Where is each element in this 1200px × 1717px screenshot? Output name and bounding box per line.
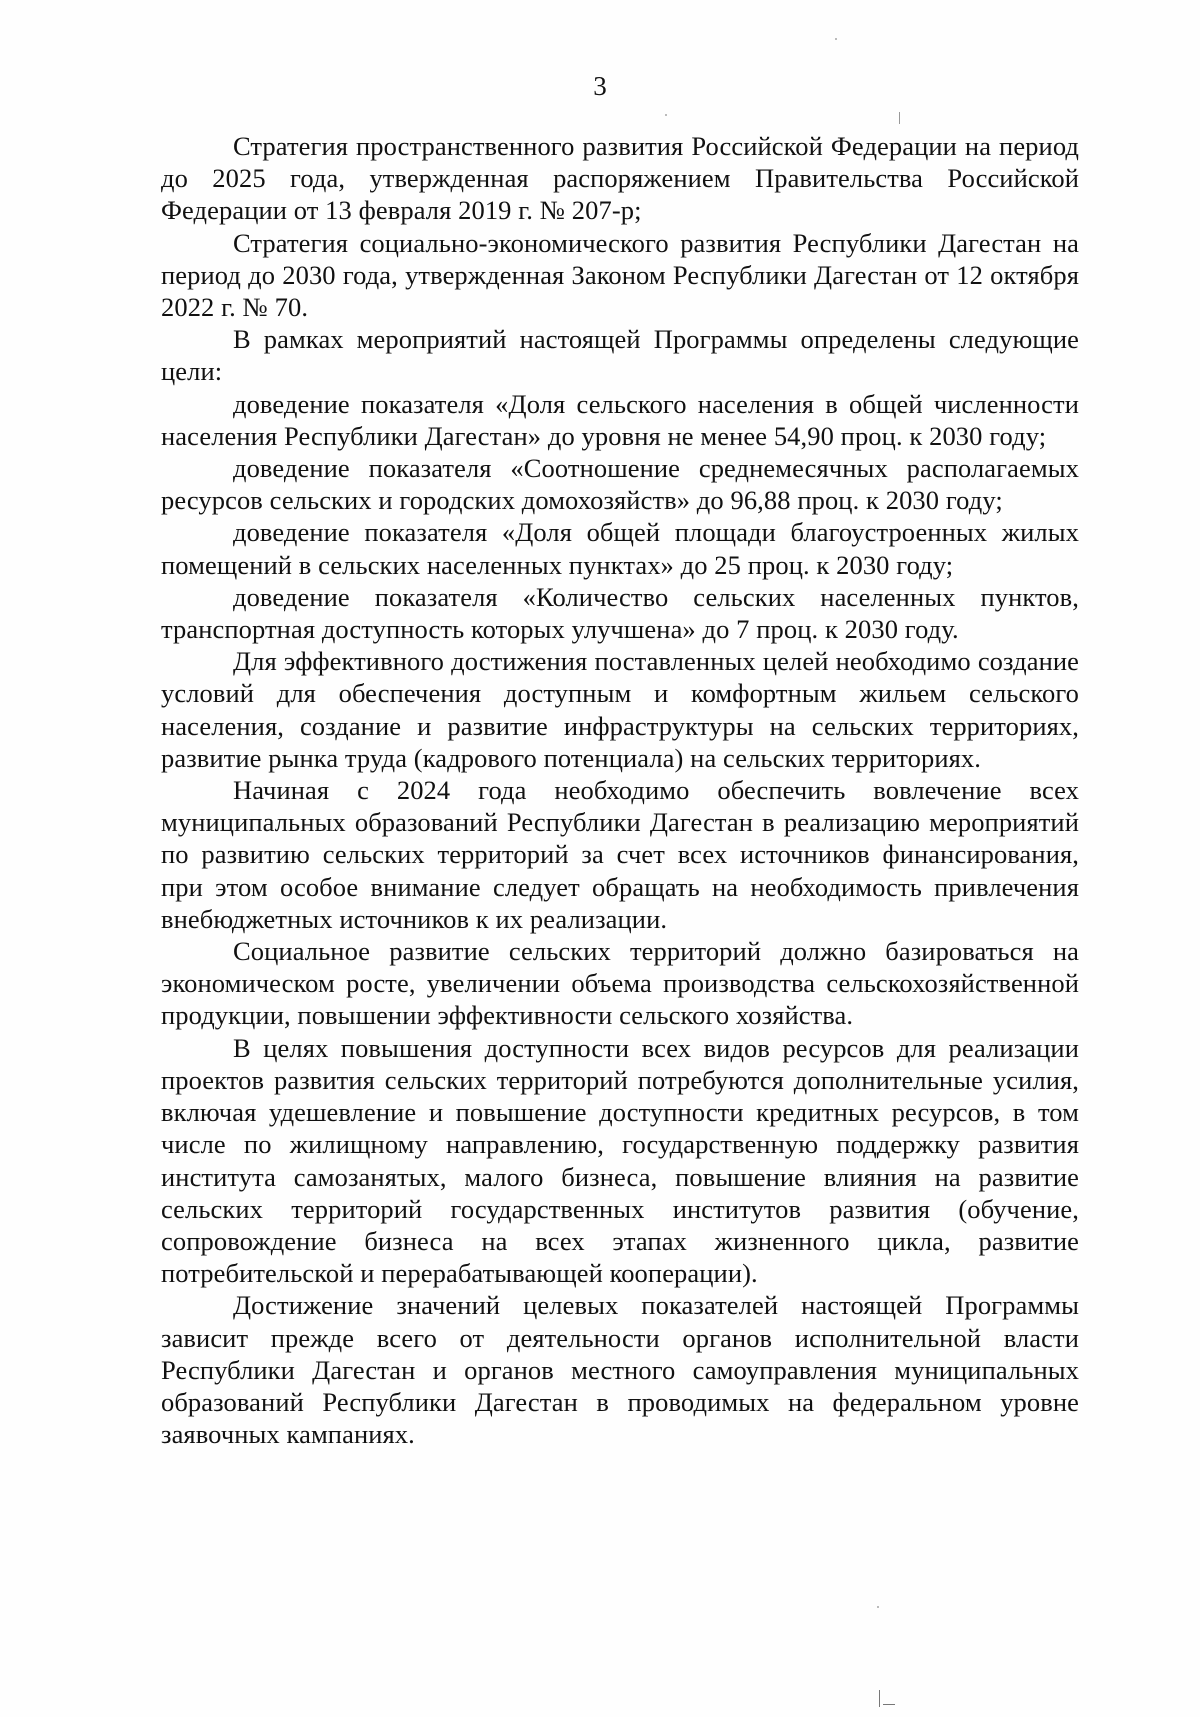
scan-artifact xyxy=(899,112,900,124)
scan-artifact xyxy=(665,114,667,116)
paragraph-social-development: Социальное развитие сельских территорий должно базироваться на экономическом росте, увеличении объема производства сельскохозяйственной продукции, повышении эффективности сельского хозяйства. xyxy=(161,936,1079,1031)
paragraph-goal-household-resources: доведение показателя «Соотношение среднемесячных располагаемых ресурсов сельских и городских домохозяйств» до 96,88 проц. к 2030 году; xyxy=(161,453,1079,516)
paragraph-resource-accessibility: В целях повышения доступности всех видов ресурсов для реализации проектов развития сельских территорий потребуются дополнительные усилия, включая удешевление и повышение доступности кредитных ресурсов, в том числе по жилищному направлению, государственную поддержку развития института самозанятых, малого бизнеса, повышение влияния на развитие сельских территорий государственных институтов развития (обучение, сопровождение бизнеса на всех этапах жизненного цикла, развитие потребительской и перерабатывающей кооперации). xyxy=(161,1032,1079,1289)
document-body xyxy=(161,130,1079,1450)
paragraph-program-goals-intro: В рамках мероприятий настоящей Программы определены следующие цели: xyxy=(161,324,1079,387)
page-number: 3 xyxy=(593,71,607,101)
paragraph-target-achievement: Достижение значений целевых показателей настоящей Программы зависит прежде всего от деятельности органов исполнительной власти Республики Дагестан и органов местного самоуправления муниципальных образований Республики Дагестан в проводимых на федеральном уровне заявочных кампаниях. xyxy=(161,1290,1079,1450)
paragraph-spatial-strategy: Стратегия пространственного развития Российской Федерации на период до 2025 года, утвержденная распоряжением Правительства Российской Федерации от 13 февраля 2019 г. № 207-р; xyxy=(161,131,1079,226)
paragraph-socioeconomic-strategy: Стратегия социально-экономического развития Республики Дагестан на период до 2030 года, утвержденная Законом Республики Дагестан от 12 октября 2022 г. № 70. xyxy=(161,227,1079,323)
scan-artifact xyxy=(883,1704,895,1705)
scan-artifact xyxy=(877,1606,879,1608)
paragraph-goal-rural-population: доведение показателя «Доля сельского населения в общей численности населения Республики Дагестан» до уровня не менее 54,90 проц. к 2030 году; xyxy=(161,388,1079,451)
paragraph-municipal-involvement: Начиная с 2024 года необходимо обеспечить вовлечение всех муниципальных образований Республики Дагестан в реализацию мероприятий по развитию сельских территорий за счет всех источников финансирования, при этом особое внимание следует обращать на необходимость привлечения внебюджетных источников к их реализации. xyxy=(161,775,1079,934)
paragraph-goal-transport-access: доведение показателя «Количество сельских населенных пунктов, транспортная доступность которых улучшена» до 7 проц. к 2030 году. xyxy=(161,581,1079,645)
paragraph-goal-housing-area: доведение показателя «Доля общей площади благоустроенных жилых помещений в сельских населенных пунктах» до 25 проц. к 2030 году; xyxy=(161,517,1079,580)
scan-artifact xyxy=(879,1690,880,1707)
paragraph-conditions: Для эффективного достижения поставленных целей необходимо создание условий для обеспечения доступным и комфортным жильем сельского населения, создание и развитие инфраструктуры на сельских территориях, развитие рынка труда (кадрового потенциала) на сельских территориях. xyxy=(161,646,1079,773)
scan-artifact xyxy=(835,38,837,40)
